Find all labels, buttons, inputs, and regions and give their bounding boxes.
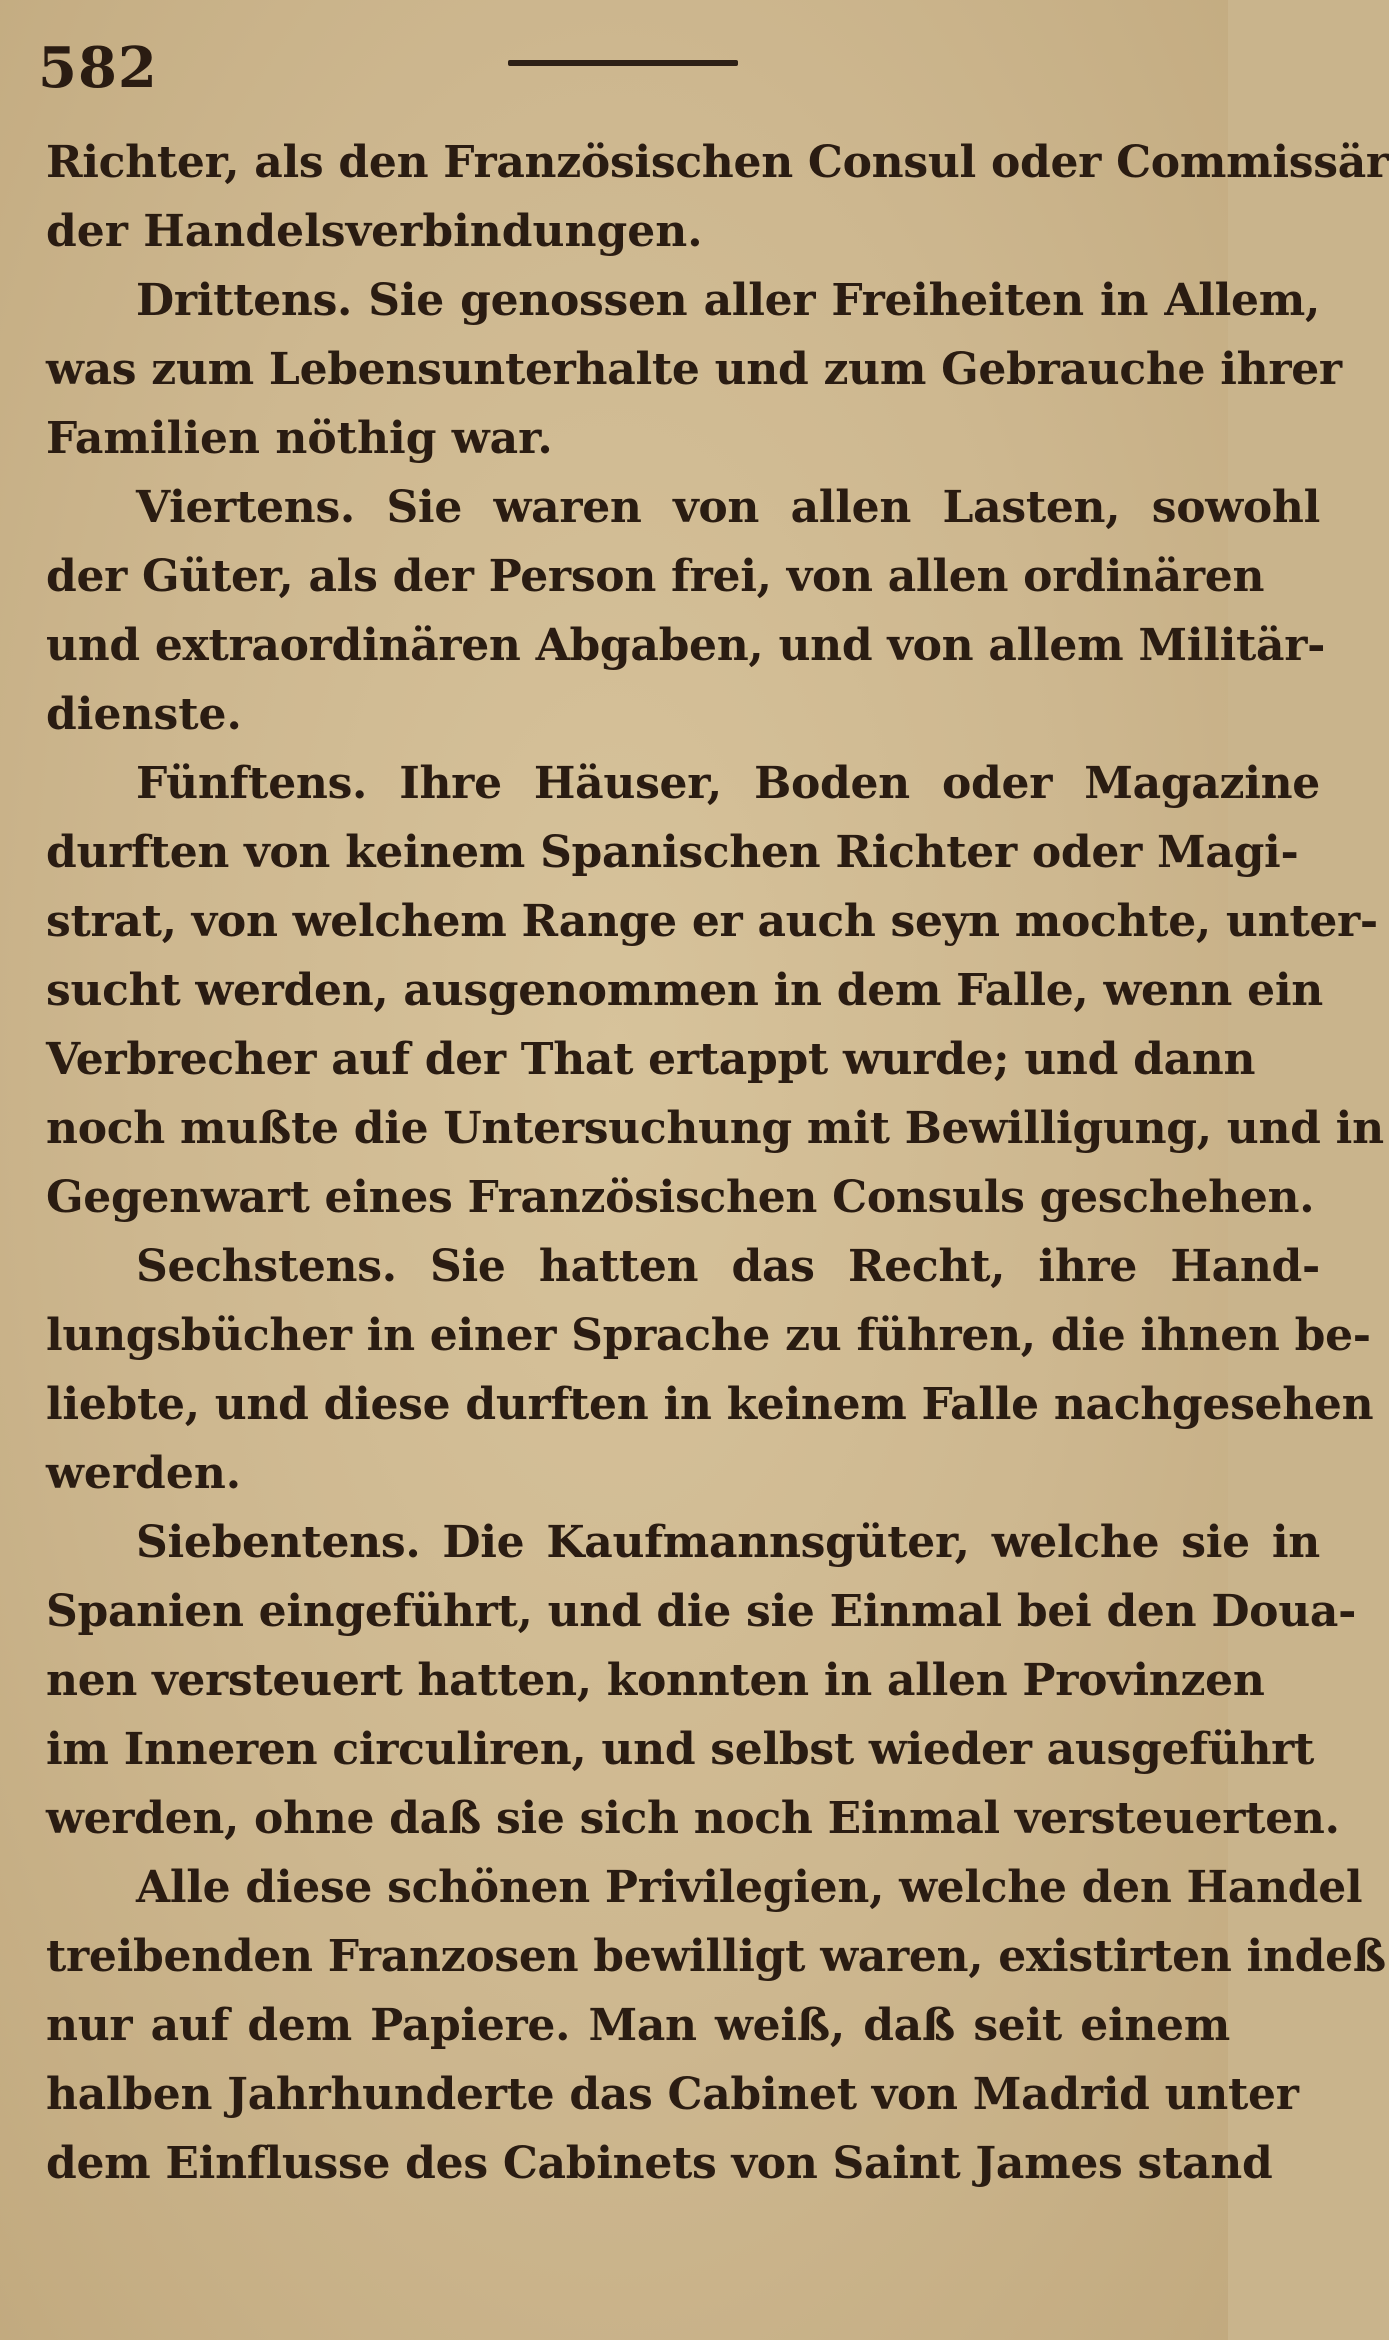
- text-line: der Handelsverbindungen.: [46, 206, 703, 257]
- text-line: treibenden Franzosen bewilligt waren, existirten indeß: [46, 1931, 1386, 1982]
- text-line: Viertens. Sie waren von allen Lasten, sowohl: [136, 482, 1320, 533]
- text-line: Siebentens. Die Kaufmannsgüter, welche sie in: [136, 1517, 1320, 1568]
- text-line: halben Jahrhunderte das Cabinet von Madrid unter: [46, 2069, 1299, 2120]
- text-line: Fünftens. Ihre Häuser, Boden oder Magazine: [136, 758, 1320, 809]
- header-rule: [508, 60, 738, 66]
- text-line: nen versteuert hatten, konnten in allen Provinzen: [46, 1655, 1265, 1706]
- text-line: im Inneren circuliren, und selbst wieder ausgeführt: [46, 1724, 1315, 1775]
- text-line: Verbrecher auf der That ertappt wurde; und dann: [46, 1034, 1256, 1085]
- text-line: Alle diese schönen Privilegien, welche den Handel: [136, 1862, 1363, 1913]
- text-line: was zum Lebensunterhalte und zum Gebrauche ihrer: [46, 344, 1342, 395]
- text-line: werden, ohne daß sie sich noch Einmal versteuerten.: [46, 1793, 1340, 1844]
- text-line: Gegenwart eines Französischen Consuls geschehen.: [46, 1172, 1315, 1223]
- text-line: Sechstens. Sie hatten das Recht, ihre Hand-: [136, 1241, 1320, 1292]
- text-line: Drittens. Sie genossen aller Freiheiten in Allem,: [136, 275, 1320, 326]
- text-line: dienste.: [46, 689, 242, 740]
- text-line: Spanien eingeführt, und die sie Einmal bei den Doua-: [46, 1586, 1357, 1637]
- text-line: lungsbücher in einer Sprache zu führen, die ihnen be-: [46, 1310, 1371, 1361]
- text-line: sucht werden, ausgenommen in dem Falle, wenn ein: [46, 965, 1323, 1016]
- text-line: noch mußte die Untersuchung mit Bewilligung, und in: [46, 1103, 1384, 1154]
- text-line: werden.: [46, 1448, 242, 1499]
- text-line: Richter, als den Französischen Consul oder Commissär: [46, 137, 1389, 188]
- page-header: [0, 0, 1228, 110]
- text-line: der Güter, als der Person frei, von allen ordinären: [46, 551, 1265, 602]
- page-number: 582: [38, 35, 158, 101]
- text-line: dem Einflusse des Cabinets von Saint James stand: [46, 2138, 1273, 2189]
- text-line: liebte, und diese durften in keinem Falle nachgesehen: [46, 1379, 1374, 1430]
- text-line: strat, von welchem Range er auch seyn mochte, unter-: [46, 896, 1378, 947]
- text-line: nur auf dem Papiere. Man weiß, daß seit einem: [46, 2000, 1230, 2051]
- text-line: durften von keinem Spanischen Richter oder Magi-: [46, 827, 1299, 878]
- text-line: und extraordinären Abgaben, und von allem Militär-: [46, 620, 1326, 671]
- text-line: Familien nöthig war.: [46, 413, 553, 464]
